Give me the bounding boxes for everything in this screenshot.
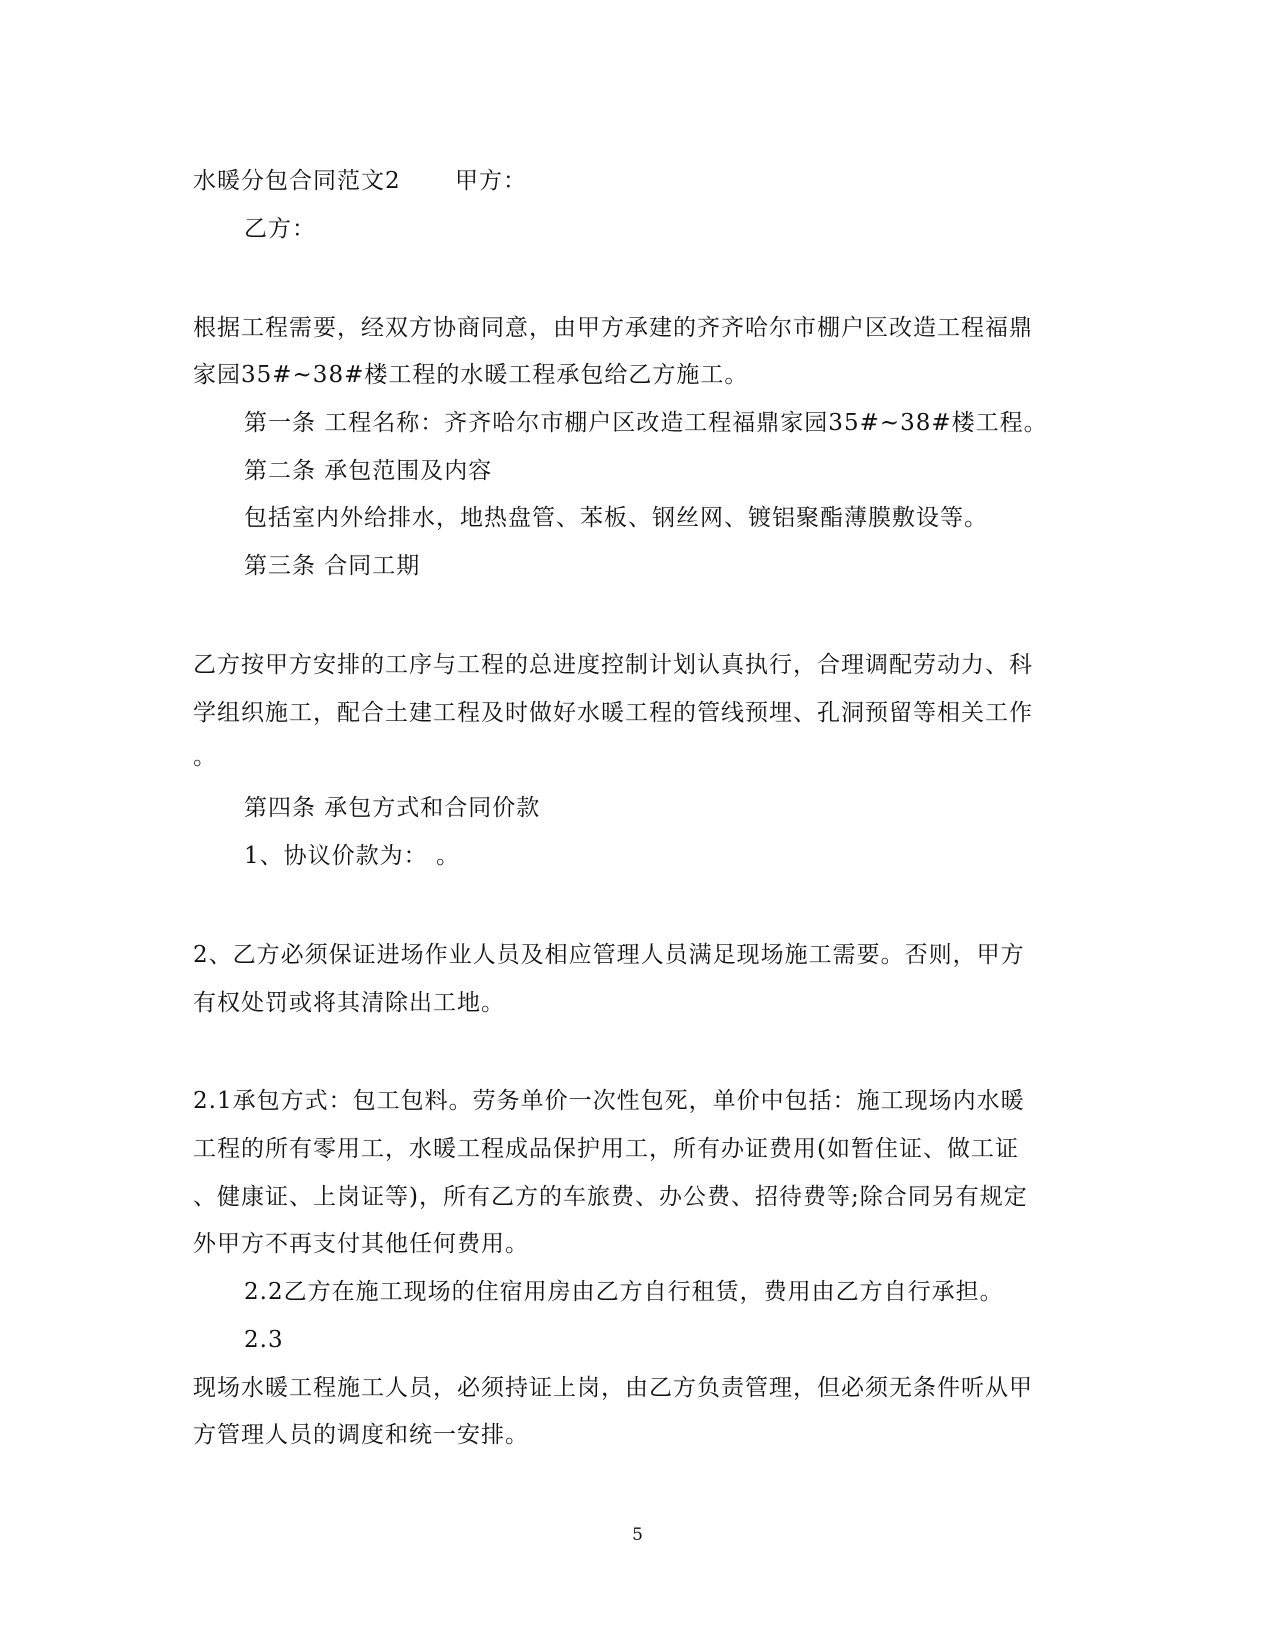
text-line: 2.1承包方式：包工包料。劳务单价一次性包死，单价中包括：施工现场内水暖 — [193, 1088, 1025, 1114]
article-3-heading: 第三条 合同工期 — [244, 553, 421, 579]
text-line: 、健康证、上岗证等)，所有乙方的车旅费、办公费、招待费等;除合同另有规定 — [193, 1184, 1028, 1210]
text-line: 方管理人员的调度和统一安排。 — [193, 1422, 529, 1448]
text-line: 学组织施工，配合土建工程及时做好水暖工程的管线预埋、孔洞预留等相关工作 — [193, 700, 1033, 726]
party-a-label: 甲方： — [455, 168, 527, 194]
text-line: 2.3 — [244, 1327, 284, 1353]
text-line: 乙方按甲方安排的工序与工程的总进度控制计划认真执行，合理调配劳动力、科 — [193, 652, 1033, 678]
text-line: 包括室内外给排水，地热盘管、苯板、钢丝网、镀铝聚酯薄膜敷设等。 — [244, 505, 988, 531]
text-line: 。 — [193, 744, 217, 770]
text-line: 2、乙方必须保证进场作业人员及相应管理人员满足现场施工需要。否则，甲方 — [193, 942, 1025, 968]
text-line: 家园35#~38#楼工程的水暖工程承包给乙方施工。 — [193, 362, 749, 388]
text-line: 现场水暖工程施工人员，必须持证上岗，由乙方负责管理，但必须无条件听从甲 — [193, 1375, 1033, 1401]
text-line: 有权处罚或将其清除出工地。 — [193, 990, 505, 1016]
article-1: 第一条 工程名称：齐齐哈尔市棚户区改造工程福鼎家园35#~38#楼工程。 — [244, 410, 1048, 436]
party-b-label: 乙方： — [244, 216, 316, 242]
doc-title: 水暖分包合同范文2 — [193, 168, 401, 194]
article-4-heading: 第四条 承包方式和合同价款 — [244, 795, 541, 821]
article-2-heading: 第二条 承包范围及内容 — [244, 458, 493, 484]
text-line: 根据工程需要，经双方协商同意，由甲方承建的齐齐哈尔市棚户区改造工程福鼎 — [193, 315, 1033, 341]
page-number: 5 — [632, 1525, 643, 1545]
text-line: 2.2乙方在施工现场的住宿用房由乙方自行租赁，费用由乙方自行承担。 — [244, 1279, 1004, 1305]
text-line: 工程的所有零用工，水暖工程成品保护用工，所有办证费用(如暂住证、做工证 — [193, 1136, 1019, 1162]
text-line: 外甲方不再支付其他任何费用。 — [193, 1231, 529, 1257]
text-line: 1、协议价款为： 。 — [244, 843, 460, 869]
